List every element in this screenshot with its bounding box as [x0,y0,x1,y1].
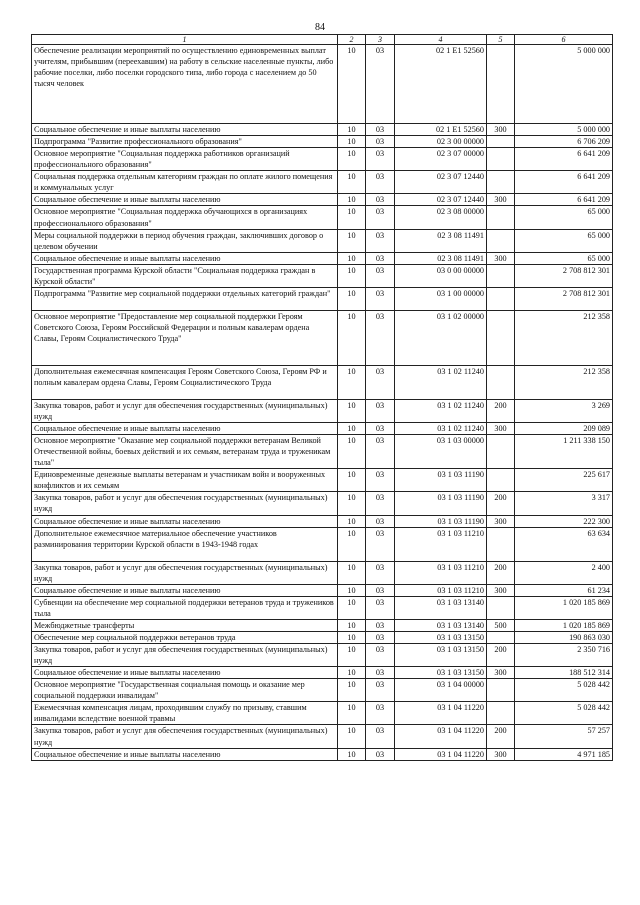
row-amount-cell: 2 708 812 301 [515,287,613,310]
row-target-code-cell: 03 1 03 11210 [395,584,487,596]
row-expense-type-cell: 200 [487,644,515,667]
table-row [32,171,613,194]
row-expense-type-cell: 300 [487,124,515,136]
row-amount-cell: 190 863 030 [515,631,613,643]
row-target-code-cell: 03 1 03 13150 [395,667,487,679]
row-subsection-cell: 03 [366,561,395,584]
row-target-code-cell: 03 1 02 11240 [395,399,487,422]
row-name-cell: Социальное обеспечение и иные выплаты населению [32,252,338,264]
row-amount-cell: 188 512 314 [515,667,613,679]
row-target-code-cell: 03 1 03 11190 [395,469,487,492]
row-name-cell: Обеспечение мер социальной поддержки ветеранов труда [32,631,338,643]
row-amount-cell: 6 706 209 [515,136,613,148]
row-section-cell: 10 [338,435,366,469]
table-row [32,399,613,422]
row-expense-type-cell [487,310,515,365]
row-name-cell: Подпрограмма "Развитие профессионального образования" [32,136,338,148]
row-amount-cell: 5 000 000 [515,45,613,124]
row-target-code-cell: 02 3 07 12440 [395,194,487,206]
row-expense-type-cell: 300 [487,584,515,596]
row-name-cell: Закупка товаров, работ и услуг для обеспечения государственных (муниципальных) нужд [32,725,338,748]
row-subsection-cell: 03 [366,435,395,469]
row-amount-cell: 5 000 000 [515,124,613,136]
row-section-cell: 10 [338,194,366,206]
row-section-cell: 10 [338,492,366,515]
row-target-code-cell: 03 1 03 13150 [395,631,487,643]
row-section-cell: 10 [338,667,366,679]
row-expense-type-cell [487,264,515,287]
row-expense-type-cell: 200 [487,399,515,422]
table-row [32,644,613,667]
table-row [32,667,613,679]
row-subsection-cell: 03 [366,515,395,527]
row-subsection-cell: 03 [366,229,395,252]
budget-table-body [32,35,613,761]
row-name-cell: Ежемесячная компенсация лицам, проходившим службу по призыву, ставшим инвалидами вследствие военной травмы [32,702,338,725]
table-row [32,725,613,748]
row-name-cell: Закупка товаров, работ и услуг для обеспечения государственных (муниципальных) нужд [32,399,338,422]
row-section-cell: 10 [338,229,366,252]
row-subsection-cell: 03 [366,492,395,515]
row-amount-cell: 6 641 209 [515,171,613,194]
column-header: 1 [32,35,338,45]
table-row [32,515,613,527]
row-amount-cell: 5 028 442 [515,702,613,725]
row-target-code-cell: 02 1 E1 52560 [395,45,487,124]
row-section-cell: 10 [338,399,366,422]
row-target-code-cell: 03 1 02 00000 [395,310,487,365]
row-section-cell: 10 [338,725,366,748]
row-expense-type-cell [487,596,515,619]
row-section-cell: 10 [338,124,366,136]
table-row [32,136,613,148]
table-row [32,194,613,206]
row-subsection-cell: 03 [366,644,395,667]
row-name-cell: Меры социальной поддержки в период обучения граждан, заключивших договор о целевом обучении [32,229,338,252]
table-row [32,469,613,492]
table-row [32,619,613,631]
row-subsection-cell: 03 [366,399,395,422]
row-name-cell: Социальное обеспечение и иные выплаты населению [32,423,338,435]
row-subsection-cell: 03 [366,252,395,264]
table-row [32,584,613,596]
row-name-cell: Основное мероприятие "Оказание мер социальной поддержки ветеранам Великой Отечественной войны, боевых действий и их семьям, ветеранам труда и труженикам тыла" [32,435,338,469]
row-subsection-cell: 03 [366,619,395,631]
row-name-cell: Основное мероприятие "Государственная социальная помощь и оказание мер социальной поддержки инвалидам" [32,679,338,702]
row-section-cell: 10 [338,148,366,171]
row-name-cell: Дополнительная ежемесячная компенсация Героям Советского Союза, Героям РФ и полным кавалерам ордена Славы, Героям Социалистического Труда [32,365,338,399]
row-target-code-cell: 03 1 03 13140 [395,596,487,619]
row-subsection-cell: 03 [366,148,395,171]
row-amount-cell: 222 300 [515,515,613,527]
row-subsection-cell: 03 [366,725,395,748]
row-amount-cell: 225 617 [515,469,613,492]
row-subsection-cell: 03 [366,679,395,702]
row-name-cell: Межбюджетные трансферты [32,619,338,631]
table-row [32,492,613,515]
table-row [32,264,613,287]
row-section-cell: 10 [338,515,366,527]
row-name-cell: Социальная поддержка отдельным категориям граждан по оплате жилого помещения и коммунальных услуг [32,171,338,194]
row-expense-type-cell [487,365,515,399]
row-target-code-cell: 03 1 04 00000 [395,679,487,702]
row-amount-cell: 209 089 [515,423,613,435]
row-expense-type-cell [487,631,515,643]
row-name-cell: Социальное обеспечение и иные выплаты населению [32,584,338,596]
row-amount-cell: 65 000 [515,252,613,264]
row-subsection-cell: 03 [366,584,395,596]
table-row [32,702,613,725]
column-header: 2 [338,35,366,45]
row-name-cell: Субвенции на обеспечение мер социальной поддержки ветеранов труда и тружеников тыла [32,596,338,619]
table-row [32,252,613,264]
row-section-cell: 10 [338,561,366,584]
page-number: 84 [315,22,325,33]
row-name-cell: Социальное обеспечение и иные выплаты населению [32,124,338,136]
row-expense-type-cell: 200 [487,492,515,515]
row-section-cell: 10 [338,619,366,631]
row-subsection-cell: 03 [366,264,395,287]
table-row [32,679,613,702]
row-subsection-cell: 03 [366,136,395,148]
row-subsection-cell: 03 [366,287,395,310]
row-amount-cell: 2 400 [515,561,613,584]
row-section-cell: 10 [338,310,366,365]
table-row [32,229,613,252]
row-section-cell: 10 [338,423,366,435]
row-section-cell: 10 [338,679,366,702]
row-subsection-cell: 03 [366,469,395,492]
row-expense-type-cell: 200 [487,725,515,748]
row-subsection-cell: 03 [366,206,395,229]
row-expense-type-cell: 300 [487,748,515,760]
row-expense-type-cell [487,148,515,171]
row-target-code-cell: 03 1 03 11190 [395,515,487,527]
table-row [32,148,613,171]
row-amount-cell: 5 028 442 [515,679,613,702]
row-expense-type-cell: 300 [487,194,515,206]
row-target-code-cell: 03 1 02 11240 [395,423,487,435]
row-section-cell: 10 [338,584,366,596]
row-name-cell: Социальное обеспечение и иные выплаты населению [32,667,338,679]
row-name-cell: Государственная программа Курской области "Социальная поддержка граждан в Курской области" [32,264,338,287]
row-amount-cell: 1 211 338 150 [515,435,613,469]
row-section-cell: 10 [338,748,366,760]
row-target-code-cell: 02 3 08 11491 [395,229,487,252]
row-target-code-cell: 03 1 03 11210 [395,527,487,561]
row-subsection-cell: 03 [366,667,395,679]
row-subsection-cell: 03 [366,596,395,619]
row-amount-cell: 2 708 812 301 [515,264,613,287]
row-section-cell: 10 [338,252,366,264]
row-name-cell: Обеспечение реализации мероприятий по осуществлению единовременных выплат учителям, прибывшим (переехавшим) на работу в сельские населенные пункты, либо рабочие поселки, либо поселки городского типа, либо города с населением до 50 тысяч человек [32,45,338,124]
row-subsection-cell: 03 [366,310,395,365]
row-amount-cell: 63 634 [515,527,613,561]
row-expense-type-cell: 300 [487,515,515,527]
row-section-cell: 10 [338,287,366,310]
row-expense-type-cell: 300 [487,423,515,435]
row-subsection-cell: 03 [366,365,395,399]
row-target-code-cell: 02 3 00 00000 [395,136,487,148]
row-expense-type-cell [487,136,515,148]
row-section-cell: 10 [338,631,366,643]
row-target-code-cell: 02 1 E1 52560 [395,124,487,136]
row-name-cell: Основное мероприятие "Предоставление мер социальной поддержки Героям Советского Союза, Героям Российской Федерации и полным кавалерам ордена Славы, Героям Социалистического Труда" [32,310,338,365]
row-subsection-cell: 03 [366,45,395,124]
row-section-cell: 10 [338,644,366,667]
row-section-cell: 10 [338,136,366,148]
row-section-cell: 10 [338,45,366,124]
row-amount-cell: 65 000 [515,229,613,252]
row-subsection-cell: 03 [366,748,395,760]
row-target-code-cell: 02 3 08 11491 [395,252,487,264]
row-section-cell: 10 [338,702,366,725]
table-row [32,561,613,584]
table-row [32,287,613,310]
column-number-row [32,35,613,45]
row-expense-type-cell [487,435,515,469]
row-target-code-cell: 03 1 03 11210 [395,561,487,584]
row-amount-cell: 61 234 [515,584,613,596]
row-name-cell: Основное мероприятие "Социальная поддержка работников организаций профессионального образования" [32,148,338,171]
row-expense-type-cell [487,45,515,124]
row-name-cell: Социальное обеспечение и иные выплаты населению [32,194,338,206]
table-row [32,527,613,561]
row-name-cell: Подпрограмма "Развитие мер социальной поддержки отдельных категорий граждан" [32,287,338,310]
row-expense-type-cell: 500 [487,619,515,631]
row-name-cell: Закупка товаров, работ и услуг для обеспечения государственных (муниципальных) нужд [32,644,338,667]
row-amount-cell: 212 358 [515,310,613,365]
row-section-cell: 10 [338,171,366,194]
row-target-code-cell: 02 3 07 00000 [395,148,487,171]
row-amount-cell: 212 358 [515,365,613,399]
row-name-cell: Закупка товаров, работ и услуг для обеспечения государственных (муниципальных) нужд [32,561,338,584]
row-section-cell: 10 [338,469,366,492]
row-target-code-cell: 02 3 08 00000 [395,206,487,229]
row-target-code-cell: 03 1 03 11190 [395,492,487,515]
row-amount-cell: 3 317 [515,492,613,515]
row-name-cell: Закупка товаров, работ и услуг для обеспечения государственных (муниципальных) нужд [32,492,338,515]
row-target-code-cell: 03 1 04 11220 [395,702,487,725]
row-subsection-cell: 03 [366,423,395,435]
row-expense-type-cell [487,527,515,561]
row-target-code-cell: 03 1 03 00000 [395,435,487,469]
row-target-code-cell: 03 1 03 13150 [395,644,487,667]
row-amount-cell: 65 000 [515,206,613,229]
column-header: 5 [487,35,515,45]
row-expense-type-cell [487,206,515,229]
row-section-cell: 10 [338,264,366,287]
row-target-code-cell: 02 3 07 12440 [395,171,487,194]
row-expense-type-cell: 200 [487,561,515,584]
row-subsection-cell: 03 [366,702,395,725]
row-amount-cell: 57 257 [515,725,613,748]
row-target-code-cell: 03 0 00 00000 [395,264,487,287]
row-subsection-cell: 03 [366,194,395,206]
row-name-cell: Единовременные денежные выплаты ветеранам и участникам войн и вооруженных конфликтов и их семьям [32,469,338,492]
row-expense-type-cell [487,679,515,702]
row-name-cell: Основное мероприятие "Социальная поддержка обучающихся в организациях профессионального образования" [32,206,338,229]
table-row [32,596,613,619]
row-expense-type-cell [487,469,515,492]
column-header: 4 [395,35,487,45]
row-section-cell: 10 [338,365,366,399]
row-target-code-cell: 03 1 04 11220 [395,725,487,748]
column-header: 3 [366,35,395,45]
row-amount-cell: 4 971 185 [515,748,613,760]
table-row [32,310,613,365]
table-row [32,365,613,399]
row-expense-type-cell: 300 [487,667,515,679]
row-subsection-cell: 03 [366,171,395,194]
row-amount-cell: 3 269 [515,399,613,422]
row-amount-cell: 6 641 209 [515,148,613,171]
row-section-cell: 10 [338,527,366,561]
row-name-cell: Социальное обеспечение и иные выплаты населению [32,515,338,527]
row-subsection-cell: 03 [366,124,395,136]
row-target-code-cell: 03 1 02 11240 [395,365,487,399]
table-row [32,423,613,435]
row-subsection-cell: 03 [366,527,395,561]
table-row [32,45,613,124]
table-row [32,631,613,643]
table-row [32,435,613,469]
row-subsection-cell: 03 [366,631,395,643]
row-name-cell: Социальное обеспечение и иные выплаты населению [32,748,338,760]
row-target-code-cell: 03 1 00 00000 [395,287,487,310]
table-row [32,206,613,229]
row-amount-cell: 1 020 185 869 [515,596,613,619]
row-target-code-cell: 03 1 03 13140 [395,619,487,631]
row-amount-cell: 2 350 716 [515,644,613,667]
table-row [32,124,613,136]
row-name-cell: Дополнительное ежемесячное материальное обеспечение участников разминирования территории Курской области в 1943-1948 годах [32,527,338,561]
row-section-cell: 10 [338,206,366,229]
row-amount-cell: 1 020 185 869 [515,619,613,631]
row-expense-type-cell [487,171,515,194]
row-expense-type-cell [487,229,515,252]
row-section-cell: 10 [338,596,366,619]
column-header: 6 [515,35,613,45]
budget-table [31,34,613,761]
row-target-code-cell: 03 1 04 11220 [395,748,487,760]
row-amount-cell: 6 641 209 [515,194,613,206]
table-row [32,748,613,760]
row-expense-type-cell [487,287,515,310]
row-expense-type-cell: 300 [487,252,515,264]
row-expense-type-cell [487,702,515,725]
